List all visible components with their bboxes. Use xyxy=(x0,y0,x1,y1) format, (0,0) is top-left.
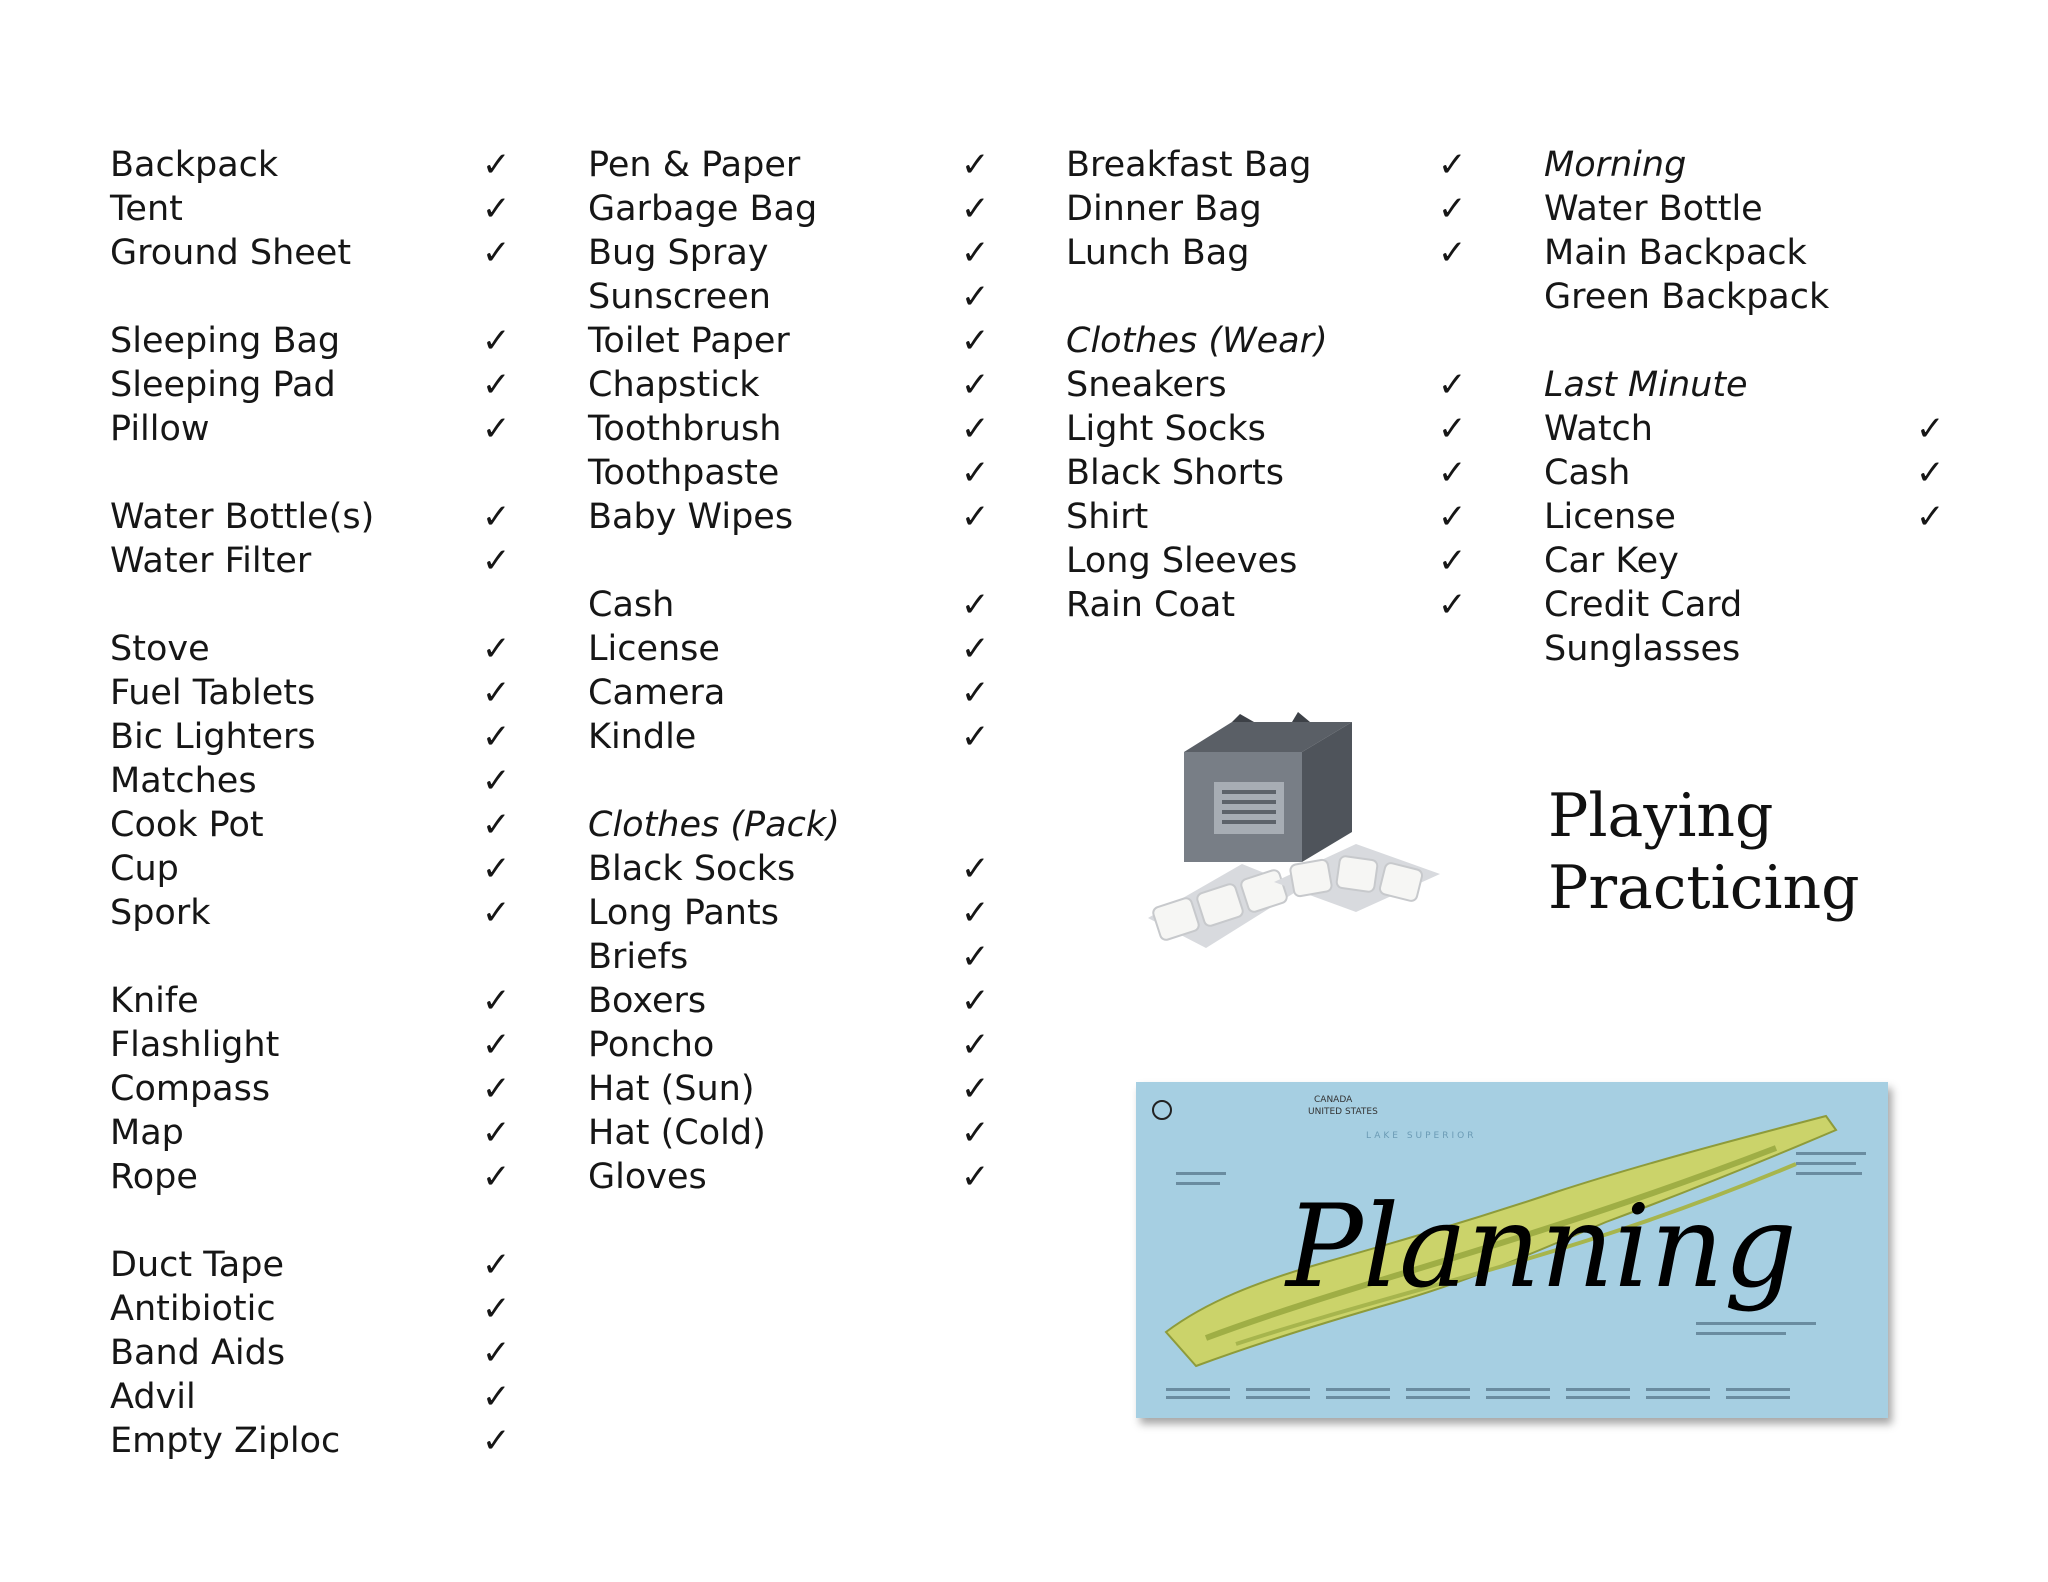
item-label: Fuel Tablets xyxy=(110,673,316,713)
checkmark-icon: ✓ xyxy=(961,1025,990,1065)
checkmark-icon: ✓ xyxy=(482,541,511,581)
checklist-item xyxy=(1066,451,1467,495)
checkmark-icon: ✓ xyxy=(1916,453,1945,493)
checklist-item xyxy=(110,627,511,671)
item-label: Long Pants xyxy=(588,893,779,933)
checklist-item xyxy=(588,583,990,627)
checklist-item xyxy=(110,671,511,715)
item-label: Empty Ziploc xyxy=(110,1421,341,1461)
checkmark-icon: ✓ xyxy=(961,277,990,317)
checklist-item xyxy=(1544,451,1945,495)
section-heading xyxy=(1066,319,1328,363)
checklist-item xyxy=(110,143,511,187)
checkmark-icon: ✓ xyxy=(961,453,990,493)
checklist-item xyxy=(588,143,990,187)
checklist-item xyxy=(588,671,990,715)
checkmark-icon: ✓ xyxy=(961,1113,990,1153)
item-label: Backpack xyxy=(110,145,279,185)
checklist-item xyxy=(110,803,511,847)
checkmark-icon: ✓ xyxy=(961,717,990,757)
spacer xyxy=(588,759,840,803)
checklist-item xyxy=(110,231,511,275)
map-label-usa: UNITED STATES xyxy=(1308,1107,1378,1117)
checklist-item xyxy=(588,187,990,231)
checklist-item xyxy=(110,1023,511,1067)
checklist-item xyxy=(1066,187,1467,231)
checkmark-icon: ✓ xyxy=(482,1421,511,1461)
checkmark-icon: ✓ xyxy=(482,409,511,449)
checkmark-icon: ✓ xyxy=(482,1245,511,1285)
checkmark-icon: ✓ xyxy=(961,893,990,933)
checklist-item xyxy=(110,891,511,935)
item-label: Lunch Bag xyxy=(1066,233,1250,273)
checklist-item xyxy=(110,407,511,451)
checkmark-icon: ✓ xyxy=(482,673,511,713)
checkmark-icon: ✓ xyxy=(1438,365,1467,405)
checklist-item xyxy=(1066,583,1467,627)
item-label: Last Minute xyxy=(1544,365,1748,405)
checklist-item xyxy=(588,407,990,451)
checklist-item xyxy=(1544,275,1829,319)
checklist-item xyxy=(1544,495,1945,539)
planning-title: Planning xyxy=(1286,1180,1797,1313)
item-label: Green Backpack xyxy=(1544,277,1830,317)
checkmark-icon: ✓ xyxy=(482,1157,511,1197)
checklist-item xyxy=(110,1067,511,1111)
spacer xyxy=(110,275,374,319)
checkmark-icon: ✓ xyxy=(482,1069,511,1109)
item-label: Briefs xyxy=(588,937,689,977)
checkmark-icon: ✓ xyxy=(482,1025,511,1065)
checklist-column-4 xyxy=(1544,143,1945,671)
checkmark-icon: ✓ xyxy=(482,805,511,845)
section-heading xyxy=(1544,143,1829,187)
checklist-item xyxy=(110,715,511,759)
item-label: Shirt xyxy=(1066,497,1149,537)
item-label: Hat (Sun) xyxy=(588,1069,755,1109)
item-label: Sneakers xyxy=(1066,365,1227,405)
checkmark-icon: ✓ xyxy=(482,145,511,185)
item-label: Credit Card xyxy=(1544,585,1743,625)
item-label: License xyxy=(588,629,720,669)
item-label: Sunscreen xyxy=(588,277,771,317)
checkmark-icon: ✓ xyxy=(1438,585,1467,625)
checklist-item xyxy=(588,363,990,407)
checklist-item xyxy=(1544,231,1829,275)
item-label: Toilet Paper xyxy=(588,321,790,361)
item-label: License xyxy=(1544,497,1676,537)
item-label: Camera xyxy=(588,673,726,713)
checklist-item xyxy=(588,231,990,275)
item-label: Breakfast Bag xyxy=(1066,145,1312,185)
checklist-item xyxy=(110,1243,511,1287)
checkmark-icon: ✓ xyxy=(961,321,990,361)
checkmark-icon: ✓ xyxy=(482,1289,511,1329)
checkmark-icon: ✓ xyxy=(1916,497,1945,537)
checklist-item xyxy=(1066,143,1467,187)
item-label: Dinner Bag xyxy=(1066,189,1262,229)
item-label: Spork xyxy=(110,893,211,933)
item-label: Light Socks xyxy=(1066,409,1266,449)
checklist-item xyxy=(110,979,511,1023)
checklist-column-1 xyxy=(110,143,511,1463)
item-label: Garbage Bag xyxy=(588,189,818,229)
item-label: Black Shorts xyxy=(1066,453,1284,493)
item-label: Flashlight xyxy=(110,1025,280,1065)
item-label: Water Bottle xyxy=(1544,189,1763,229)
checkmark-icon: ✓ xyxy=(961,937,990,977)
item-label: Compass xyxy=(110,1069,271,1109)
checkmark-icon: ✓ xyxy=(961,497,990,537)
checklist-column-2 xyxy=(588,143,990,1199)
item-label: Watch xyxy=(1544,409,1653,449)
item-label: Gloves xyxy=(588,1157,707,1197)
item-label: Cook Pot xyxy=(110,805,264,845)
checklist-item xyxy=(588,847,990,891)
checkmark-icon: ✓ xyxy=(482,365,511,405)
item-label: Cash xyxy=(588,585,675,625)
checklist-item xyxy=(1066,539,1467,583)
checkmark-icon: ✓ xyxy=(1438,145,1467,185)
item-label: Cash xyxy=(1544,453,1631,493)
item-label: Matches xyxy=(110,761,257,801)
spacer xyxy=(110,451,374,495)
checklist-item xyxy=(588,319,990,363)
checkmark-icon: ✓ xyxy=(961,145,990,185)
item-label: Sleeping Bag xyxy=(110,321,341,361)
checklist-item xyxy=(588,715,990,759)
tagline xyxy=(1548,780,1860,924)
item-label: Cup xyxy=(110,849,179,889)
checkmark-icon: ✓ xyxy=(961,1069,990,1109)
item-label: Map xyxy=(110,1113,184,1153)
checkmark-icon: ✓ xyxy=(1438,189,1467,229)
checklist-item xyxy=(1544,627,1829,671)
checklist-item xyxy=(588,627,990,671)
checkmark-icon: ✓ xyxy=(1438,541,1467,581)
item-label: Main Backpack xyxy=(1544,233,1807,273)
section-heading xyxy=(588,803,840,847)
item-label: Hat (Cold) xyxy=(588,1113,766,1153)
map-label-lake: LAKE SUPERIOR xyxy=(1366,1131,1477,1141)
spacer xyxy=(110,583,374,627)
item-label: Black Socks xyxy=(588,849,796,889)
checklist-item xyxy=(1066,495,1467,539)
folding-stove-image xyxy=(1142,712,1462,994)
item-label: Advil xyxy=(110,1377,196,1417)
item-label: Antibiotic xyxy=(110,1289,276,1329)
item-label: Clothes (Wear) xyxy=(1066,321,1328,361)
checkmark-icon: ✓ xyxy=(961,365,990,405)
item-label: Toothpaste xyxy=(588,453,780,493)
checkmark-icon: ✓ xyxy=(961,233,990,273)
item-label: Water Filter xyxy=(110,541,312,581)
checklist-item xyxy=(110,187,511,231)
checkmark-icon: ✓ xyxy=(1438,453,1467,493)
spacer xyxy=(110,1199,374,1243)
item-label: Sunglasses xyxy=(1544,629,1741,669)
checkmark-icon: ✓ xyxy=(482,1333,511,1373)
checklist-item xyxy=(588,1067,990,1111)
checkmark-icon: ✓ xyxy=(482,233,511,273)
checklist-item xyxy=(110,495,511,539)
checkmark-icon: ✓ xyxy=(961,849,990,889)
item-label: Car Key xyxy=(1544,541,1679,581)
checkmark-icon: ✓ xyxy=(482,761,511,801)
checklist-item xyxy=(588,979,990,1023)
checklist-item xyxy=(110,1287,511,1331)
item-label: Poncho xyxy=(588,1025,715,1065)
spacer xyxy=(588,539,840,583)
checklist-item xyxy=(1544,187,1829,231)
section-heading xyxy=(1544,363,1829,407)
checklist-item xyxy=(588,451,990,495)
checkmark-icon: ✓ xyxy=(482,981,511,1021)
item-label: Bic Lighters xyxy=(110,717,316,757)
isle-map-image xyxy=(1136,1082,1888,1418)
item-label: Baby Wipes xyxy=(588,497,794,537)
item-label: Water Bottle(s) xyxy=(110,497,375,537)
item-label: Long Sleeves xyxy=(1066,541,1298,581)
checkmark-icon: ✓ xyxy=(482,321,511,361)
checklist-item xyxy=(110,1419,511,1463)
item-label: Stove xyxy=(110,629,210,669)
checklist-item xyxy=(110,759,511,803)
checklist-item xyxy=(110,539,511,583)
checklist-item xyxy=(588,1111,990,1155)
checklist-item xyxy=(110,319,511,363)
item-label: Sleeping Pad xyxy=(110,365,336,405)
checkmark-icon: ✓ xyxy=(482,189,511,229)
checklist-item xyxy=(110,363,511,407)
checkmark-icon: ✓ xyxy=(482,1113,511,1153)
item-label: Bug Spray xyxy=(588,233,769,273)
checklist-item xyxy=(1066,407,1467,451)
checkmark-icon: ✓ xyxy=(1438,497,1467,537)
checklist-item xyxy=(110,847,511,891)
item-label: Band Aids xyxy=(110,1333,286,1373)
checklist-item xyxy=(588,495,990,539)
checkmark-icon: ✓ xyxy=(961,1157,990,1197)
checkmark-icon: ✓ xyxy=(961,673,990,713)
item-label: Chapstick xyxy=(588,365,760,405)
item-label: Morning xyxy=(1544,145,1687,185)
item-label: Duct Tape xyxy=(110,1245,285,1285)
tagline-practicing: Practicing xyxy=(1548,853,1860,923)
item-label: Pen & Paper xyxy=(588,145,801,185)
checklist-item xyxy=(1544,583,1829,627)
checkmark-icon: ✓ xyxy=(961,189,990,229)
item-label: Ground Sheet xyxy=(110,233,352,273)
checkmark-icon: ✓ xyxy=(961,629,990,669)
checkmark-icon: ✓ xyxy=(482,1377,511,1417)
spacer xyxy=(1066,275,1328,319)
checklist-item xyxy=(110,1375,511,1419)
checklist-item xyxy=(1066,231,1467,275)
checkmark-icon: ✓ xyxy=(482,717,511,757)
checkmark-icon: ✓ xyxy=(961,409,990,449)
checkmark-icon: ✓ xyxy=(1438,409,1467,449)
spacer xyxy=(110,935,374,979)
checklist-item xyxy=(588,275,990,319)
checklist-item xyxy=(1544,539,1829,583)
checkmark-icon: ✓ xyxy=(1916,409,1945,449)
checklist-item xyxy=(110,1331,511,1375)
checkmark-icon: ✓ xyxy=(961,981,990,1021)
item-label: Boxers xyxy=(588,981,707,1021)
checkmark-icon: ✓ xyxy=(1438,233,1467,273)
checklist-item xyxy=(588,1155,990,1199)
map-label-canada: CANADA xyxy=(1314,1095,1353,1105)
checkmark-icon: ✓ xyxy=(961,585,990,625)
checkmark-icon: ✓ xyxy=(482,849,511,889)
checklist-item xyxy=(1544,407,1945,451)
item-label: Clothes (Pack) xyxy=(588,805,840,845)
item-label: Rain Coat xyxy=(1066,585,1236,625)
spacer xyxy=(1544,319,1829,363)
item-label: Kindle xyxy=(588,717,697,757)
item-label: Toothbrush xyxy=(588,409,782,449)
checkmark-icon: ✓ xyxy=(482,893,511,933)
checkmark-icon: ✓ xyxy=(482,629,511,669)
checklist-item xyxy=(1066,363,1467,407)
checkmark-icon: ✓ xyxy=(482,497,511,537)
item-label: Pillow xyxy=(110,409,210,449)
checklist-item xyxy=(588,935,990,979)
item-label: Knife xyxy=(110,981,199,1021)
tagline-playing: Playing xyxy=(1548,781,1774,851)
checklist-item xyxy=(110,1111,511,1155)
item-label: Tent xyxy=(110,189,183,229)
checklist-item xyxy=(110,1155,511,1199)
checklist-item xyxy=(588,1023,990,1067)
checklist-item xyxy=(588,891,990,935)
checklist-column-3 xyxy=(1066,143,1467,627)
item-label: Rope xyxy=(110,1157,198,1197)
